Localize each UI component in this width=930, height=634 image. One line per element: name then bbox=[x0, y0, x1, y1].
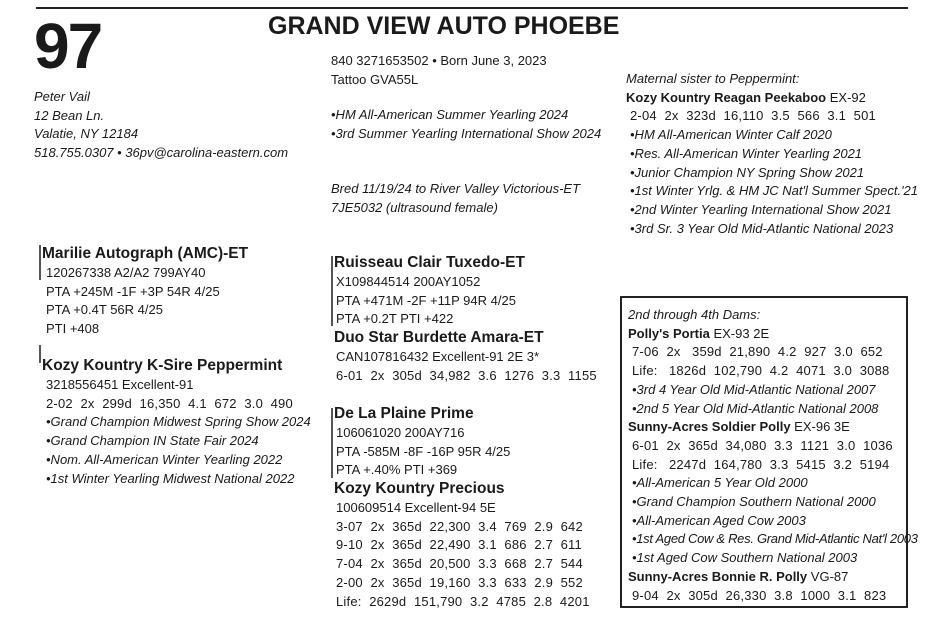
dam2-award: •2nd 5 Year Old Mid-Atlantic National 2008 bbox=[632, 400, 879, 416]
dam-sire-line: PTA +.40% PTI +369 bbox=[336, 462, 458, 478]
dam2-record: Life: 1826d 102,790 4.2 4071 3.0 3088 bbox=[632, 363, 890, 379]
bred-line: Bred 11/19/24 to River Valley Victorious-ET bbox=[331, 181, 581, 196]
dam2-score: EX-93 2E bbox=[713, 325, 770, 341]
sire-line: PTA +0.4T 56R 4/25 bbox=[46, 302, 163, 318]
animal-id-birth: 840 3271653502 • Born June 3, 2023 bbox=[331, 53, 547, 68]
dam-dam-record: 9-10 2x 365d 22,490 3.1 686 2.7 611 bbox=[336, 537, 582, 553]
dam4-name: Sunny-Acres Bonnie R. Polly bbox=[628, 568, 808, 584]
maternal-sister-award: •1st Winter Yrlg. & HM JC Nat'l Summer Spect.'21 bbox=[630, 183, 919, 199]
dam-dam-record: Life: 2629d 151,790 3.2 4785 2.8 4201 bbox=[336, 593, 590, 609]
dams-box-heading: 2nd through 4th Dams: bbox=[628, 307, 761, 322]
animal-award: •HM All-American Summer Yearling 2024 bbox=[331, 107, 569, 122]
consignor-name: Peter Vail bbox=[34, 89, 90, 104]
maternal-sister-score: EX-92 bbox=[829, 89, 866, 105]
animal-info bbox=[331, 52, 547, 89]
dam3-name: Sunny-Acres Soldier Polly bbox=[628, 419, 791, 435]
dam3-record: 6-01 2x 365d 34,080 3.3 1121 3.0 1036 bbox=[632, 437, 893, 453]
dam2-heading bbox=[628, 325, 918, 344]
bred-line: 7JE5032 (ultrasound female) bbox=[331, 199, 498, 215]
dam-award: •Grand Champion IN State Fair 2024 bbox=[46, 433, 259, 449]
dam-block bbox=[42, 356, 311, 488]
maternal-sister-intro: Maternal sister to Peppermint: bbox=[626, 71, 800, 86]
pedigree-bracket bbox=[39, 245, 41, 280]
dam-dam-record: 7-04 2x 365d 20,500 3.3 668 2.7 544 bbox=[336, 556, 583, 572]
dam3-heading bbox=[628, 418, 918, 437]
maternal-sister-award: •HM All-American Winter Calf 2020 bbox=[630, 127, 832, 143]
sire-dam-block bbox=[334, 328, 597, 385]
sire-name: Marilie Autograph (AMC)-ET bbox=[42, 245, 249, 262]
dam3-award: •All-American Aged Cow 2003 bbox=[632, 512, 806, 528]
sire-dam-record: 6-01 2x 305d 34,982 3.6 1276 3.3 1155 bbox=[336, 367, 597, 383]
sire-line: PTI +408 bbox=[46, 321, 100, 337]
dam-award: •1st Winter Yearling Midwest National 2022 bbox=[46, 470, 295, 486]
maternal-sister-award: •3rd Sr. 3 Year Old Mid-Atlantic National 2023 bbox=[630, 220, 894, 236]
maternal-sister-award: •Junior Champion NY Spring Show 2021 bbox=[630, 164, 865, 180]
lot-number: 97 bbox=[34, 10, 102, 82]
dam-dam-record: 3-07 2x 365d 22,300 3.4 769 2.9 642 bbox=[336, 518, 583, 534]
dam2-record: 7-06 2x 359d 21,890 4.2 927 3.0 652 bbox=[632, 344, 883, 360]
page-title: GRAND VIEW AUTO PHOEBE bbox=[268, 12, 620, 40]
animal-tattoo: Tattoo GVA55L bbox=[331, 71, 419, 87]
dams-box-content bbox=[628, 306, 918, 605]
sire-sire-line: PTA +0.2T PTI +422 bbox=[336, 311, 454, 327]
sire-line: PTA +245M -1F +3P 54R 4/25 bbox=[46, 283, 220, 299]
dam3-award: •Grand Champion Southern National 2000 bbox=[632, 494, 876, 510]
maternal-sister-name: Kozy Kountry Reagan Peekaboo bbox=[626, 89, 827, 105]
sire-dam-line: CAN107816432 Excellent-91 2E 3* bbox=[336, 349, 540, 364]
sire-sire-line: X109844514 200AY1052 bbox=[336, 274, 481, 289]
dam-record: 2-02 2x 299d 16,350 4.1 672 3.0 490 bbox=[46, 395, 293, 411]
dam3-record: Life: 2247d 164,780 3.3 5415 3.2 5194 bbox=[632, 456, 890, 472]
dam-dam-block bbox=[334, 479, 590, 611]
dam2-name: Polly's Portia bbox=[628, 325, 710, 341]
dam3-award: •1st Aged Cow Southern National 2003 bbox=[632, 550, 858, 566]
sire-dam-name: Duo Star Burdette Amara-ET bbox=[334, 329, 544, 346]
dam-sire-line: 106061020 200AY716 bbox=[336, 425, 465, 440]
dam-award: •Nom. All-American Winter Yearling 2022 bbox=[46, 451, 283, 467]
dam-sire-name: De La Plaine Prime bbox=[334, 405, 474, 422]
dam4-score: VG-87 bbox=[810, 568, 849, 584]
animal-award: •3rd Summer Yearling International Show 2024 bbox=[331, 125, 602, 141]
sire-line: 120267338 A2/A2 799AY40 bbox=[46, 265, 206, 280]
sire-block bbox=[42, 244, 248, 339]
dam4-record: 9-04 2x 305d 26,330 3.8 1000 3.1 823 bbox=[632, 587, 887, 603]
dam-sire-line: PTA -585M -8F -16P 95R 4/25 bbox=[336, 443, 511, 459]
dam2-award: •3rd 4 Year Old Mid-Atlantic National 2007 bbox=[632, 381, 876, 397]
breeding-info bbox=[331, 180, 580, 217]
dam3-score: EX-96 3E bbox=[794, 419, 850, 435]
consignor-contact: 518.755.0307 • 36pv@carolina-eastern.com bbox=[34, 145, 289, 161]
consignor-block bbox=[34, 88, 288, 163]
consignor-address1: 12 Bean Ln. bbox=[34, 107, 105, 123]
maternal-sister-heading bbox=[626, 89, 918, 108]
sire-sire-line: PTA +471M -2F +11P 94R 4/25 bbox=[336, 292, 516, 308]
top-rule bbox=[36, 7, 908, 9]
dam-dam-name: Kozy Kountry Precious bbox=[334, 480, 505, 497]
animal-awards bbox=[331, 106, 601, 143]
dam-sire-block bbox=[334, 404, 510, 480]
pedigree-bracket bbox=[331, 256, 333, 326]
maternal-sister-record: 2-04 2x 323d 16,110 3.5 566 3.1 501 bbox=[630, 108, 876, 124]
dam3-award: •All-American 5 Year Old 2000 bbox=[632, 475, 808, 491]
dam3-award: •1st Aged Cow & Res. Grand Mid-Atlantic Nat'l 2003 bbox=[632, 531, 918, 547]
pedigree-bracket bbox=[331, 408, 333, 478]
consignor-address2: Valatie, NY 12184 bbox=[34, 126, 139, 142]
dam-award: •Grand Champion Midwest Spring Show 2024 bbox=[46, 414, 311, 430]
sire-sire-block bbox=[334, 253, 525, 329]
maternal-sister bbox=[626, 70, 918, 238]
dam-line: 3218556451 Excellent-91 bbox=[46, 377, 194, 392]
dam4-heading bbox=[628, 568, 918, 587]
maternal-sister-award: •Res. All-American Winter Yearling 2021 bbox=[630, 145, 863, 161]
maternal-sister-award: •2nd Winter Yearling International Show 2021 bbox=[630, 201, 892, 217]
dam-dam-record: 2-00 2x 365d 19,160 3.3 633 2.9 552 bbox=[336, 574, 583, 590]
dam-name: Kozy Kountry K-Sire Peppermint bbox=[42, 357, 283, 374]
pedigree-bracket bbox=[39, 345, 41, 363]
dam-dam-line: 100609514 Excellent-94 5E bbox=[336, 500, 496, 515]
sire-sire-name: Ruisseau Clair Tuxedo-ET bbox=[334, 254, 525, 271]
